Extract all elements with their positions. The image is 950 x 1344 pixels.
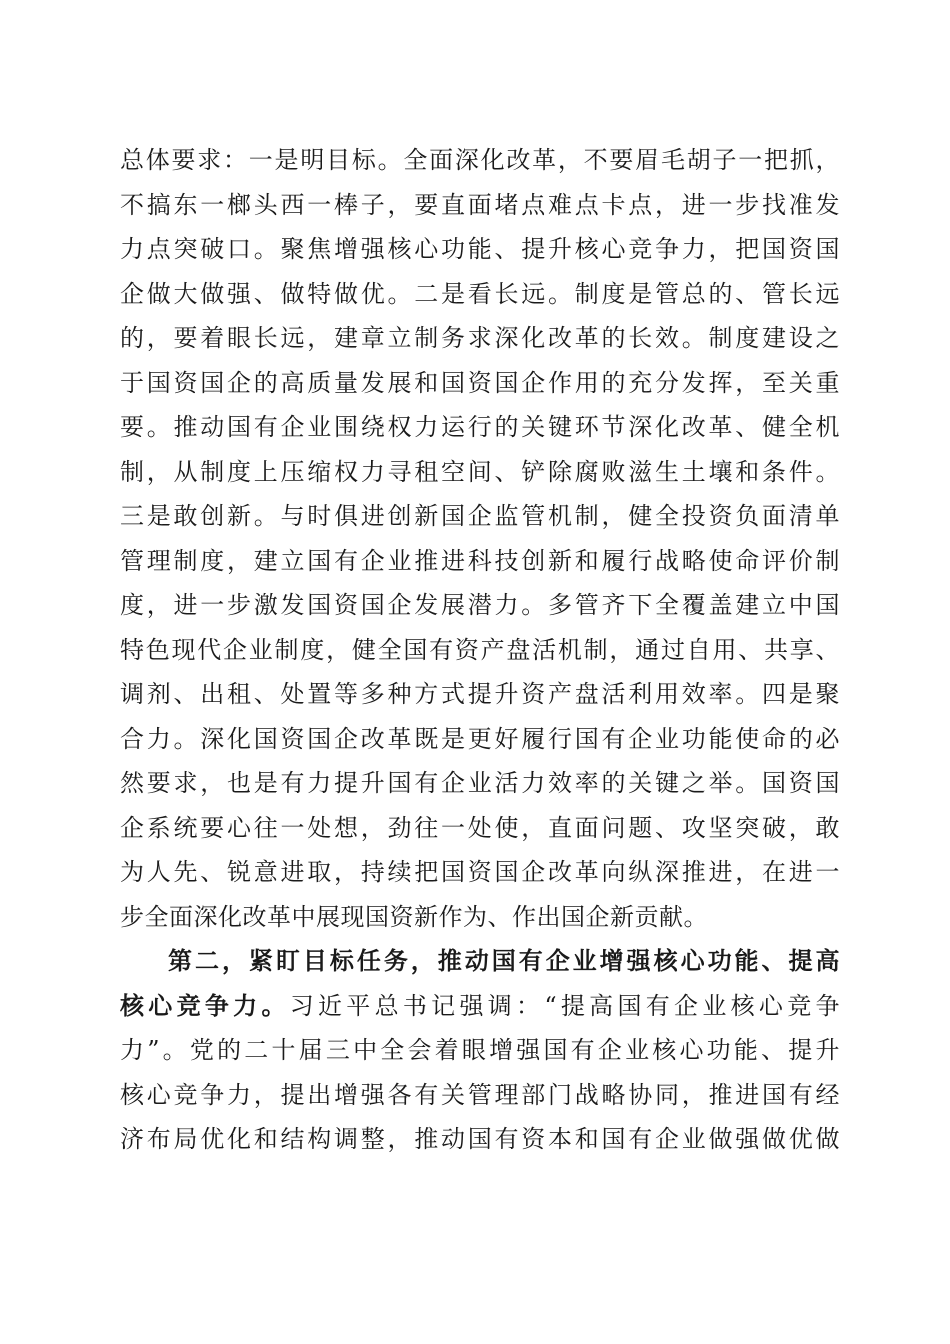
paragraph-1 xyxy=(120,138,840,939)
section-heading-tail: 核心竞争力。 xyxy=(120,990,290,1020)
quote-text: 习近平总书记强调：“提高国有企业核心竞争 xyxy=(289,991,840,1020)
paragraph-line xyxy=(120,984,840,1029)
paragraph-line: 要。推动国有企业围绕权力运行的关键环节深化改革、健全机 xyxy=(120,413,840,441)
paragraph-line: 管理制度，建立国有企业推进科技创新和履行战略使命评价制 xyxy=(120,546,840,575)
paragraph-line: 然要求，也是有力提升国有企业活力效率的关键之举。国资国 xyxy=(120,769,840,797)
document-body xyxy=(120,138,840,1162)
paragraph-line: 的，要着眼长远，建章立制务求深化改革的长效。制度建设之 xyxy=(120,324,840,352)
paragraph-line: 制，从制度上压缩权力寻租空间、铲除腐败滋生土壤和条件。 xyxy=(120,457,840,486)
paragraph-line: 为人先、锐意进取，持续把国资国企改革向纵深推进，在进一 xyxy=(120,858,840,886)
paragraph-line: 济布局优化和结构调整，推动国有资本和国有企业做强做优做 xyxy=(120,1125,840,1153)
section-heading-line: 第二，紧盯目标任务，推动国有企业增强核心功能、提高 xyxy=(168,946,840,975)
paragraph-line: 步全面深化改革中展现国资新作为、作出国企新贡献。 xyxy=(120,902,708,931)
paragraph-line: 核心竞争力，提出增强各有关管理部门战略协同，推进国有经 xyxy=(120,1080,840,1109)
paragraph-line: 合力。深化国资国企改革既是更好履行国有企业功能使命的必 xyxy=(120,724,840,753)
paragraph-line: 不搞东一榔头西一棒子，要直面堵点难点卡点，进一步找准发 xyxy=(120,190,840,219)
paragraph-line: 企做大做强、做特做优。二是看长远。制度是管总的、管长远 xyxy=(120,279,840,308)
paragraph-line: 特色现代企业制度，健全国有资产盘活机制，通过自用、共享、 xyxy=(120,635,840,664)
paragraph-line: 度，进一步激发国资国企发展潜力。多管齐下全覆盖建立中国 xyxy=(120,591,840,619)
paragraph-2 xyxy=(120,939,840,1162)
paragraph-line: 力”。党的二十届三中全会着眼增强国有企业核心功能、提升 xyxy=(120,1036,840,1064)
paragraph-line: 总体要求：一是明目标。全面深化改革，不要眉毛胡子一把抓， xyxy=(120,146,840,174)
paragraph-line: 三是敢创新。与时俱进创新国企监管机制，健全投资负面清单 xyxy=(120,502,840,530)
paragraph-line: 企系统要心往一处想，劲往一处使，直面问题、攻坚突破，敢 xyxy=(120,813,840,842)
paragraph-line: 调剂、出租、处置等多种方式提升资产盘活利用效率。四是聚 xyxy=(120,680,840,708)
paragraph-line: 于国资国企的高质量发展和国资国企作用的充分发挥，至关重 xyxy=(120,368,840,397)
paragraph-line: 力点突破口。聚焦增强核心功能、提升核心竞争力，把国资国 xyxy=(120,235,840,263)
